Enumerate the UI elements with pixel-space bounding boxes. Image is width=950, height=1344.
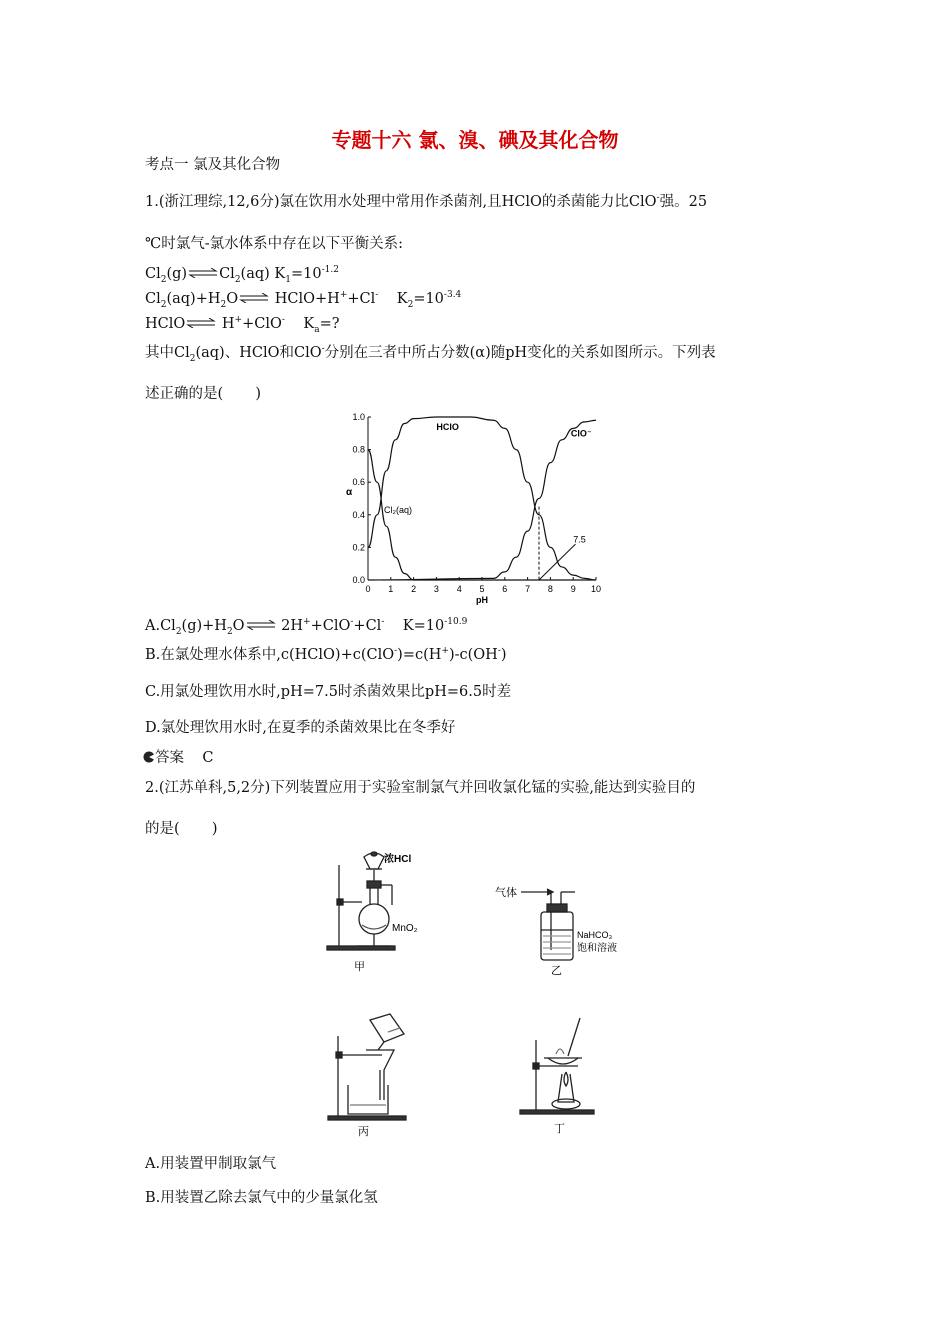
eq2-sup2: - xyxy=(375,290,379,301)
eq1-sub2: 2 xyxy=(234,274,241,285)
yi-nahco3-label: NaHCO₃ xyxy=(577,930,613,940)
eq3-sup1: + xyxy=(234,315,243,326)
q1-answer xyxy=(143,746,214,767)
optB-b: )=c(H xyxy=(397,647,442,663)
marker-leader-line xyxy=(539,544,575,580)
optB-sup1: - xyxy=(394,646,398,657)
jia-label: 甲 xyxy=(354,961,365,973)
chart-series xyxy=(368,417,596,580)
x-axis-label: pH xyxy=(476,595,488,605)
eq2-sup1: + xyxy=(339,290,348,301)
apparatus-jia-figure xyxy=(322,845,427,975)
desc-c: 分别在三者中所占分数(α)随pH变化的关系如图所示。下列表 xyxy=(324,345,716,361)
hclo-label: HClO xyxy=(436,422,459,433)
optA-c: O xyxy=(232,618,245,634)
eq3-end: =? xyxy=(319,316,340,332)
eq1-exp: -1.2 xyxy=(321,265,339,276)
eq3-k: K xyxy=(284,316,315,332)
y-tick-label: 0.6 xyxy=(352,477,365,488)
desc-sup: - xyxy=(321,344,325,355)
yi-gas-label: 气体 xyxy=(495,887,517,899)
eq1-ksub: 1 xyxy=(285,274,291,285)
eq2-sub2: 2 xyxy=(220,299,227,310)
x-tick-label: 1 xyxy=(388,584,394,594)
eq2-exp: -3.4 xyxy=(443,290,462,301)
equilibrium-arrow-icon xyxy=(239,293,269,303)
x-tick-label: 6 xyxy=(502,584,508,594)
y-tick-label: 0.2 xyxy=(352,542,365,553)
optA-sub2: 2 xyxy=(226,626,233,637)
q1-stem-line2: ℃时氯气-氯水体系中存在以下平衡关系: xyxy=(145,236,404,252)
y-tick-label: 0.8 xyxy=(352,444,365,455)
q1-stem-sup: - xyxy=(656,193,660,204)
q1-stem-end: 强。25 xyxy=(659,194,708,210)
q1-option-b[interactable] xyxy=(145,643,507,664)
equilibrium-arrow-icon xyxy=(186,318,216,328)
q1-option-d[interactable]: D.氯处理饮用水时,在夏季的杀菌效果比在冬季好 xyxy=(145,720,456,736)
x-tick-label: 9 xyxy=(570,584,576,594)
yi-label: 乙 xyxy=(551,965,562,977)
q1-equation-1 xyxy=(145,265,339,285)
marker-label: 7.5 xyxy=(573,534,586,545)
q1-stem-line1 xyxy=(145,190,707,211)
eq2-right: HClO+H xyxy=(270,291,340,307)
x-tick-label: 5 xyxy=(479,584,485,594)
q1-stem-a: 1.(浙江理综,12,6分)氯在饮用水处理中常用作杀菌剂,且HClO的杀菌能力比ClO xyxy=(145,194,657,210)
optA-sup1: + xyxy=(303,617,311,628)
eq1-mid: (g) xyxy=(166,266,188,282)
series-line-clo xyxy=(368,420,596,580)
x-tick-label: 3 xyxy=(433,584,439,594)
x-tick-label: 2 xyxy=(411,584,417,594)
eq2-mid: (aq)+H xyxy=(166,291,221,307)
q2-option-a[interactable]: A.用装置甲制取氯气 xyxy=(145,1156,277,1172)
answer-icon xyxy=(143,751,155,763)
series-line-hclo xyxy=(368,417,596,580)
optA-b: (g)+H xyxy=(181,618,227,634)
q1-desc-line1 xyxy=(145,341,716,362)
optB-sup2: + xyxy=(441,646,449,657)
equilibrium-arrow-icon xyxy=(188,268,218,278)
eq3-left: HClO xyxy=(145,316,186,332)
eq2-o: O xyxy=(226,291,239,307)
equilibrium-arrow-icon xyxy=(246,620,276,630)
bing-label: 丙 xyxy=(358,1126,369,1138)
eq2-cl: +Cl xyxy=(347,291,376,307)
page-title: 专题十六 氯、溴、碘及其化合物 xyxy=(331,128,619,152)
ding-label: 丁 xyxy=(554,1123,565,1135)
desc-sub: 2 xyxy=(189,353,196,364)
optA-e: +ClO xyxy=(310,618,351,634)
eq2-ksub: 2 xyxy=(407,299,414,310)
q1-equation-2 xyxy=(145,290,462,310)
eq2-eq: =10 xyxy=(413,291,444,307)
apparatus-yi-figure xyxy=(495,880,635,980)
q1-option-c[interactable]: C.用氯处理饮用水时,pH=7.5时杀菌效果比pH=6.5时差 xyxy=(145,684,512,700)
q1-equation-3 xyxy=(145,315,340,335)
optA-sup3: - xyxy=(381,617,385,628)
optA-sub1: 2 xyxy=(175,626,182,637)
optB-a: B.在氯处理水体系中,c(HClO)+c(ClO xyxy=(145,647,395,663)
jia-mno2-label: MnO₂ xyxy=(392,923,418,934)
x-tick-label: 0 xyxy=(365,584,371,594)
q2-stem-line1: 2.(江苏单科,5,2分)下列装置应用于实验室制氯气并回收氯化锰的实验,能达到实验目的 xyxy=(145,780,696,796)
eq2-sub1: 2 xyxy=(160,299,167,310)
eq3-mid: +ClO xyxy=(242,316,282,332)
q2-stem-line2: 的是( ) xyxy=(145,821,218,837)
x-tick-label: 4 xyxy=(456,584,462,594)
eq1-right2: (aq) K xyxy=(240,266,286,282)
eq1-left: Cl xyxy=(145,266,161,282)
eq1-right: Cl xyxy=(219,266,235,282)
y-axis-label: α xyxy=(346,487,353,499)
eq2-left: Cl xyxy=(145,291,161,307)
x-tick-label: 10 xyxy=(590,584,602,594)
y-tick-label: 0.4 xyxy=(352,509,365,520)
apparatus-ding-figure xyxy=(518,1010,618,1140)
answer-text: 答案 C xyxy=(155,750,214,766)
x-tick-label: 7 xyxy=(525,584,531,594)
eq2-k: K xyxy=(378,291,408,307)
optA-d: 2H xyxy=(276,618,304,634)
optB-d: ) xyxy=(500,647,507,663)
eq1-sub1: 2 xyxy=(160,274,167,285)
section-heading: 考点一 氯及其化合物 xyxy=(145,157,281,173)
y-tick-label: 1.0 xyxy=(352,412,365,422)
eq3-right: H xyxy=(217,316,235,332)
q1-option-a[interactable] xyxy=(145,617,468,637)
x-tick-label: 8 xyxy=(547,584,553,594)
y-tick-label: 0.0 xyxy=(352,575,365,585)
yi-saturated-label: 饱和溶液 xyxy=(577,943,617,954)
desc-a: 其中Cl xyxy=(145,345,190,361)
eq1-eq: =10 xyxy=(290,266,322,282)
q1-desc-line2: 述正确的是( ) xyxy=(145,386,262,402)
optB-sup3: - xyxy=(497,646,501,657)
eq3-ksub: a xyxy=(314,324,320,335)
optA-f: +Cl xyxy=(353,618,382,634)
optB-c: )-c(OH xyxy=(448,647,498,663)
q2-option-b[interactable]: B.用装置乙除去氯气中的少量氯化氢 xyxy=(145,1190,378,1206)
clo-label: ClO⁻ xyxy=(570,428,592,439)
desc-b: (aq)、HClO和ClO xyxy=(195,345,322,361)
optA-exp: -10.9 xyxy=(444,617,468,628)
optA-g: K=10 xyxy=(384,618,445,634)
alpha-ph-chart xyxy=(340,405,610,610)
optA-sup2: - xyxy=(350,617,354,628)
cl2-label: Cl₂(aq) xyxy=(383,505,412,516)
apparatus-bing-figure xyxy=(322,1000,432,1140)
optA-a: A.Cl xyxy=(145,618,176,634)
jia-hcl-label: 浓HCl xyxy=(384,854,412,865)
eq3-sup2: - xyxy=(281,315,285,326)
